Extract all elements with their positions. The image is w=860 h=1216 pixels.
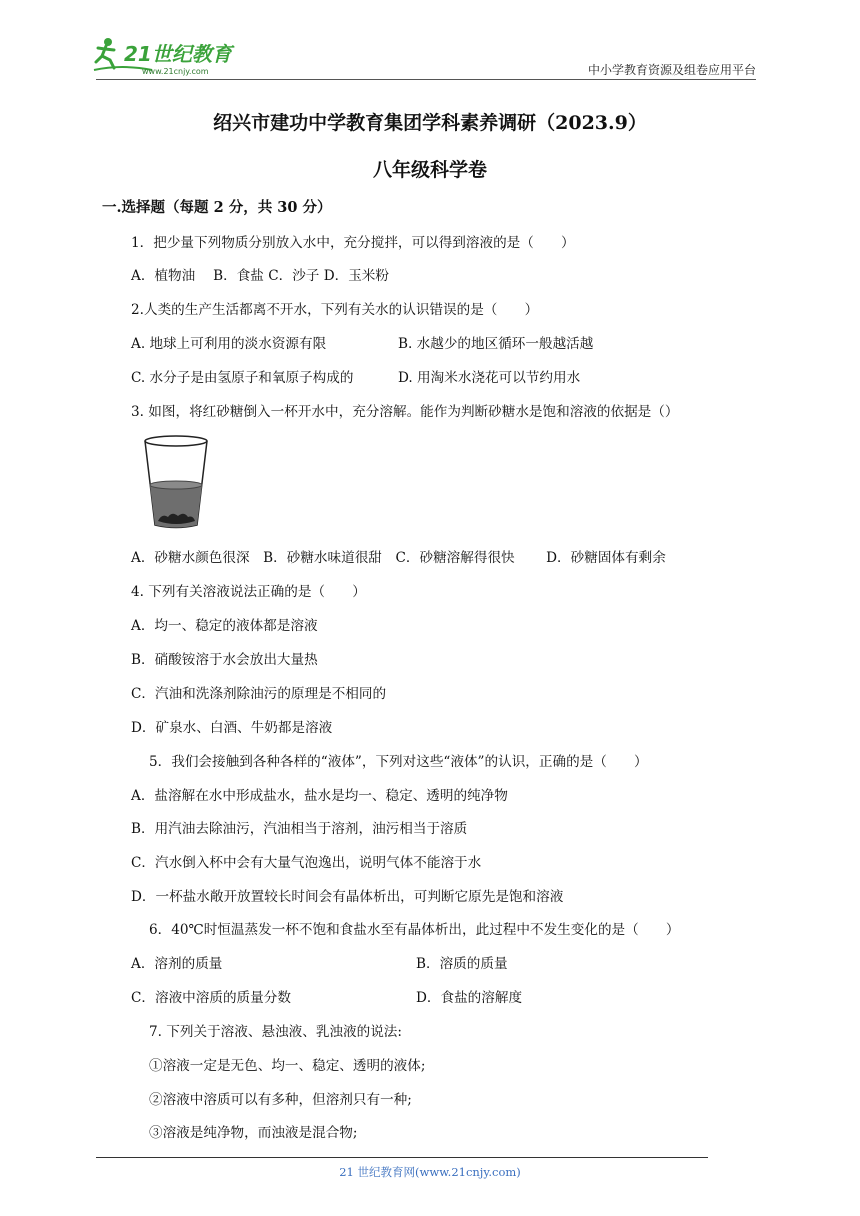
option-c: C．汽油和洗涤剂除油污的原理是不相同的 [131,686,387,702]
option-d: D．一杯盐水敞开放置较长时间会有晶体析出，可判断它原先是饱和溶液 [131,889,564,905]
question-options: A．植物油 B．食盐 C．沙子 D．玉米粉 [131,268,389,284]
option-b: B．硝酸铵溶于水会放出大量热 [131,652,318,668]
option-b: B. 水越少的地区循环一般越活越 [398,336,594,352]
question-stem: 6．40℃时恒温蒸发一杯不饱和食盐水至有晶体析出，此过程中不发生变化的是（ ） [149,922,680,938]
question-stem: 4. 下列有关溶液说法正确的是（ ） [131,584,366,600]
beaker-figure [140,433,212,533]
question-stem: 2.人类的生产生活都离不开水，下列有关水的认识错误的是（ ） [131,302,539,318]
option-a: A. 地球上可利用的淡水资源有限 [131,336,327,352]
option-c: C．汽水倒入杯中会有大量气泡逸出，说明气体不能溶于水 [131,855,482,871]
option-b: B．用汽油去除油污，汽油相当于溶剂，油污相当于溶质 [131,821,468,837]
platform-name: 中小学教育资源及组卷应用平台 [587,63,756,77]
question-stem: 3. 如图，将红砂糖倒入一杯开水中，充分溶解。能作为判断砂糖水是饱和溶液的依据是（） [131,404,679,420]
option-d: D．矿泉水、白酒、牛奶都是溶液 [131,720,333,736]
option-a: A．均一、稳定的液体都是溶液 [131,618,318,634]
logo-text: 21世纪教育 [124,42,232,66]
page-subtitle: 八年级科学卷 [372,159,487,181]
footer-text: 21 世纪教育网(www.21cnjy.com) [339,1165,521,1179]
option-b: B．溶质的质量 [416,956,508,972]
header-divider [96,79,756,80]
logo-url: www.21cnjy.com [142,67,209,76]
question-stem: 1．把少量下列物质分别放入水中，充分搅拌，可以得到溶液的是（ ） [131,235,575,251]
beaker-icon [145,436,207,528]
option-d: D. 用淘米水浇花可以节约用水 [398,370,581,386]
footer-divider [96,1157,708,1158]
option-a: A．溶剂的质量 [131,956,223,972]
option-d: D．食盐的溶解度 [416,990,523,1006]
option-a: A．盐溶解在水中形成盐水，盐水是均一、稳定、透明的纯净物 [131,788,508,804]
section-heading: 一.选择题（每题 2 分，共 30 分） [102,199,332,216]
statement-1: ①溶液一定是无色、均一、稳定、透明的液体; [149,1058,426,1074]
question-options: A．砂糖水颜色很深 B．砂糖水味道很甜 C．砂糖溶解得很快 D．砂糖固体有剩余 [131,550,666,566]
logo [92,34,262,78]
statement-3: ③溶液是纯净物，而浊液是混合物; [149,1125,358,1141]
option-c: C．溶液中溶质的质量分数 [131,990,291,1006]
statement-2: ②溶液中溶质可以有多种，但溶剂只有一种; [149,1092,412,1108]
page-title: 绍兴市建功中学教育集团学科素养调研（2023.9） [213,112,647,134]
question-stem: 7. 下列关于溶液、悬浊液、乳浊液的说法: [149,1024,402,1040]
option-c: C. 水分子是由氢原子和氧原子构成的 [131,370,354,386]
question-stem: 5．我们会接触到各种各样的“液体”，下列对这些“液体”的认识，正确的是（ ） [149,754,648,770]
